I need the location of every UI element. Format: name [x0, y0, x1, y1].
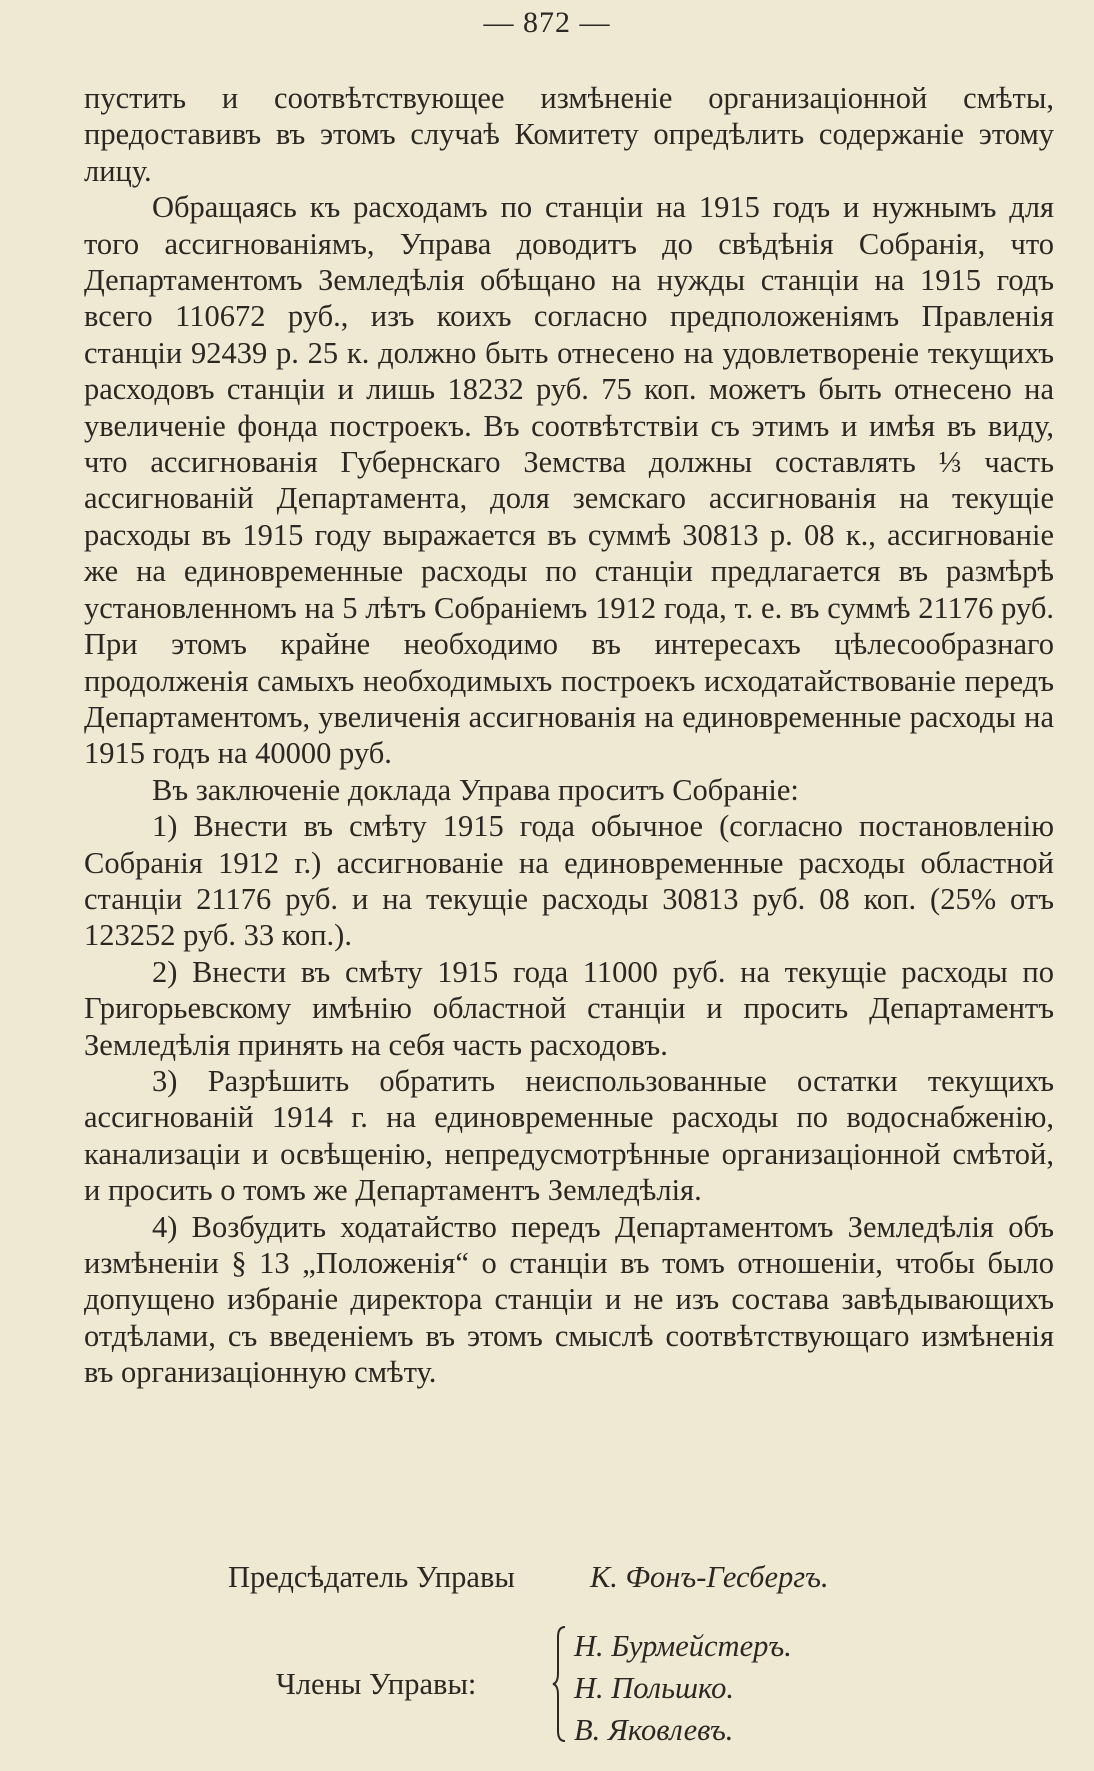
brace-icon: [552, 1625, 566, 1743]
paragraph-expenses: Обращаясь къ расходамъ по станціи на 1915 годъ и нужнымъ для того ассигнованіямъ, Управа доводитъ до свѣдѣнія Собранія, что Департаментомъ Земледѣлія обѣщано на нужды станціи на 1915 годъ всего 110672 руб., изъ коихъ согласно предположеніямъ Правленія станціи 92439 р. 25 к. должно быть отнесено на удовлетвореніе текущихъ расходовъ станціи и лишь 18232 руб. 75 коп. можетъ быть отнесено на увеличеніе фонда построекъ. Въ соотвѣтствіи съ этимъ и имѣя въ виду, что ассигнованія Губернскаго Земства должны составлять ⅓ часть ассигнованій Департамента, доля земскаго ассигнованія на текущіе расходы въ 1915 году выражается въ суммѣ 30813 р. 08 к., ассигнованіе же на единовременные расходы по станціи предлагается въ размѣрѣ установленномъ на 5 лѣтъ Собраніемъ 1912 года, т. е. въ суммѣ 21176 руб. При этомъ крайне необходимо въ интересахъ цѣлесообразнаго продолженія самыхъ необходимыхъ построекъ исходатайствованіе передъ Департаментомъ, увеличенія ассигнованія на единовременные расходы на 1915 годъ на 40000 руб.: [84, 190, 1054, 771]
paragraph-continuation: пустить и соотвѣтствующее измѣненіе организаціонной смѣты, предоставивъ въ этомъ случаѣ Комитету опредѣлить содержаніе этому лицу.: [84, 81, 1054, 188]
member-name: Н. Польшко.: [574, 1671, 734, 1705]
members-label: Члены Управы:: [276, 1667, 477, 1701]
chairman-name: К. Фонъ-Гесбергъ.: [590, 1560, 829, 1594]
paragraph-conclusion: Въ заключеніе доклада Управа проситъ Собраніе:: [152, 772, 799, 807]
members-names: [574, 1625, 792, 1751]
page-number: — 872 —: [483, 6, 611, 39]
member-name: Н. Бурмейстеръ.: [574, 1629, 792, 1663]
request-item-3: 3) Разрѣшить обратить неиспользованные остатки текущихъ ассигнованій 1914 г. на единовременные расходы по водоснабженію, канализаціи и освѣщенію, непредусмотрѣнные организаціонной смѣтой, и просить о томъ же Департаментъ Земледѣлія.: [84, 1063, 1054, 1208]
document-body: [84, 80, 1054, 1391]
request-item-4: 4) Возбудить ходатайство передъ Департаментомъ Земледѣлія объ измѣненіи § 13 „Положенія“ о станціи въ томъ отношеніи, чтобы было допущено избраніе директора станціи и не изъ состава завѣдывающихъ отдѣлами, съ введеніемъ въ этомъ смыслѣ соотвѣтствующаго измѣненія въ организаціонную смѣту.: [84, 1209, 1054, 1390]
request-item-1: 1) Внести въ смѣту 1915 года обычное (согласно постановленію Собранія 1912 г.) ассигнованіе на единовременные расходы областной станціи 21176 руб. и на текущіе расходы 30813 руб. 08 коп. (25% отъ 123252 руб. 33 коп.).: [84, 809, 1054, 953]
request-item-2: 2) Внести въ смѣту 1915 года 11000 руб. на текущіе расходы по Григорьевскому имѣнію областной станціи и просить Департаментъ Земледѣлія принять на себя часть расходовъ.: [84, 954, 1054, 1062]
member-name: В. Яковлевъ.: [574, 1713, 734, 1747]
chairman-label: Предсѣдатель Управы: [228, 1560, 515, 1594]
